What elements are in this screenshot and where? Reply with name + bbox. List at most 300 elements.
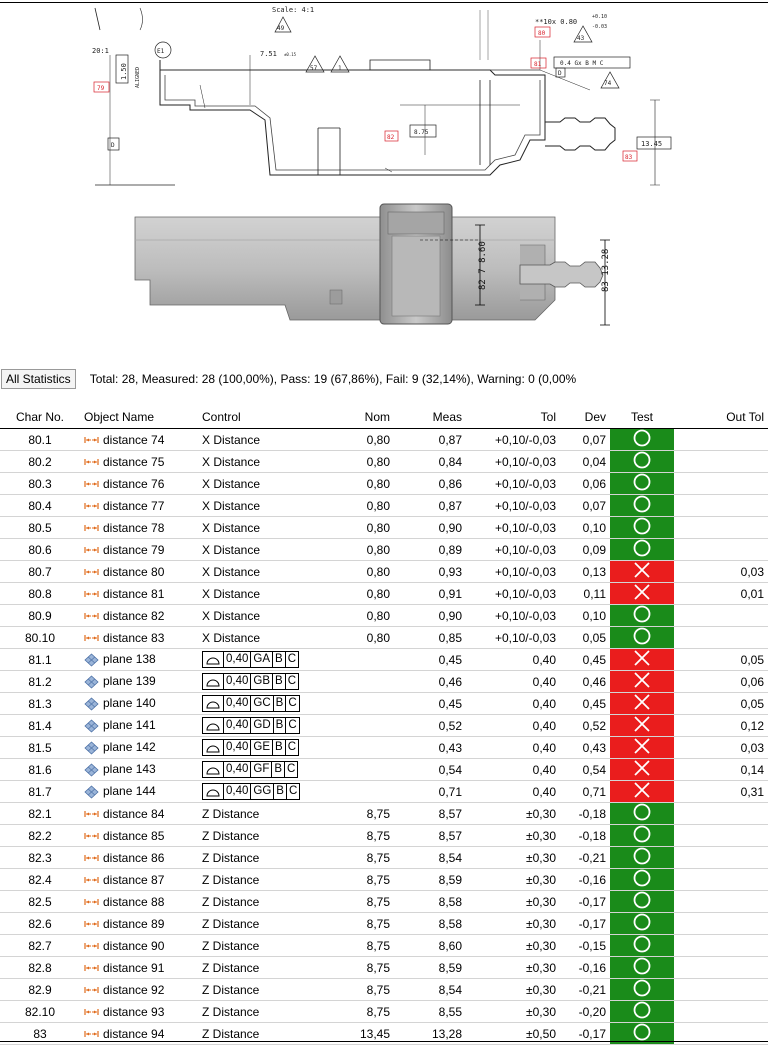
dev-cell: 0,07: [560, 495, 610, 517]
fcf-cell: C: [287, 763, 296, 775]
char-no-cell: 80.8: [0, 583, 80, 605]
control-text: X Distance: [202, 520, 261, 535]
char-no-cell: 81.4: [0, 715, 80, 737]
nom-cell: 0,80: [326, 451, 394, 473]
feature-control-frame: [202, 651, 299, 668]
meas-cell: 0,91: [394, 583, 466, 605]
tol-cell: ±0,30: [466, 847, 560, 869]
table-row: [0, 957, 768, 979]
tol-cell: ±0,30: [466, 803, 560, 825]
control-text: X Distance: [202, 564, 261, 579]
pass-circle-icon: [633, 1001, 651, 1019]
tol-cell: +0,10/-0,03: [466, 473, 560, 495]
control-text: X Distance: [202, 586, 261, 601]
profile-symbol-box: [203, 762, 224, 777]
tol-cell: 0,40: [466, 737, 560, 759]
table-row: [0, 979, 768, 1001]
control-cell: [198, 561, 326, 583]
table-row: [0, 715, 768, 737]
object-name-text: distance 81: [103, 586, 165, 601]
object-name-text: plane 143: [103, 762, 156, 777]
fcf-cell: B: [273, 652, 286, 667]
plane-icon: [84, 763, 99, 777]
distance-icon: [84, 810, 99, 818]
nom-cell: [326, 759, 394, 781]
out-tol-cell: 0,06: [674, 671, 768, 693]
dev-cell: -0,21: [560, 847, 610, 869]
object-name-text: plane 141: [103, 718, 156, 733]
tag-80: 80: [538, 30, 546, 37]
fcf-cell: C: [288, 697, 297, 709]
out-tol-cell: 0,01: [674, 583, 768, 605]
control-text: X Distance: [202, 432, 261, 447]
nom-cell: 0,80: [326, 517, 394, 539]
object-name-text: distance 82: [103, 608, 165, 623]
nom-cell: 0,80: [326, 627, 394, 649]
fcf-cell: C: [288, 719, 297, 731]
char-no-cell: 83: [0, 1023, 80, 1045]
test-result-cell: [610, 935, 674, 957]
plane-icon: [84, 653, 99, 667]
object-name-text: distance 79: [103, 542, 165, 557]
tol-cell: +0,10/-0,03: [466, 561, 560, 583]
char-no-cell: 82.2: [0, 825, 80, 847]
meas-cell: 8,59: [394, 869, 466, 891]
control-cell: [198, 429, 326, 451]
dev-cell: 0,10: [560, 517, 610, 539]
surface-profile-icon: [206, 765, 220, 775]
meas-cell: 8,58: [394, 913, 466, 935]
object-name-text: distance 94: [103, 1026, 165, 1041]
object-name-text: distance 75: [103, 454, 165, 469]
control-text: X Distance: [202, 630, 261, 645]
meas-cell: 0,85: [394, 627, 466, 649]
fcf-cell: 0,40: [224, 674, 251, 689]
dev-cell: -0,15: [560, 935, 610, 957]
top-tol-minus: -0.03: [592, 24, 608, 30]
control-cell: [198, 957, 326, 979]
dev-cell: -0,18: [560, 825, 610, 847]
dev-cell: 0,43: [560, 737, 610, 759]
object-name-text: distance 88: [103, 894, 165, 909]
object-name-cell: [80, 517, 198, 539]
meas-cell: 8,58: [394, 891, 466, 913]
pass-circle-icon: [633, 429, 651, 447]
nom-cell: 8,75: [326, 803, 394, 825]
out-tol-cell: [674, 979, 768, 1001]
out-tol-cell: [674, 847, 768, 869]
test-result-cell: [610, 781, 674, 803]
test-result-cell: [610, 913, 674, 935]
nom-cell: 8,75: [326, 1001, 394, 1023]
nom-cell: 0,80: [326, 473, 394, 495]
distance-icon: [84, 546, 99, 554]
distance-icon: [84, 612, 99, 620]
char-no-cell: 82.7: [0, 935, 80, 957]
table-row: [0, 891, 768, 913]
meas-cell: 0,84: [394, 451, 466, 473]
object-name-cell: [80, 649, 198, 671]
control-cell: [198, 583, 326, 605]
pass-circle-icon: [633, 913, 651, 931]
object-name-cell: [80, 759, 198, 781]
nom-cell: 0,80: [326, 605, 394, 627]
table-row: [0, 803, 768, 825]
distance-icon: [84, 480, 99, 488]
feature-control-frame: [202, 695, 300, 712]
distance-icon: [84, 898, 99, 906]
test-result-cell: [610, 825, 674, 847]
nom-cell: [326, 693, 394, 715]
test-result-cell: [610, 627, 674, 649]
out-tol-cell: [674, 1001, 768, 1023]
char-no-cell: 82.8: [0, 957, 80, 979]
nom-cell: 0,80: [326, 539, 394, 561]
fcf-cell: 0,40: [224, 652, 251, 667]
dev-cell: 0,52: [560, 715, 610, 737]
pass-circle-icon: [633, 473, 651, 491]
dev-cell: -0,17: [560, 891, 610, 913]
control-cell: [198, 781, 326, 803]
meas-cell: 0,45: [394, 693, 466, 715]
surface-profile-icon: [206, 655, 220, 665]
meas-cell: 8,57: [394, 825, 466, 847]
test-result-cell: [610, 583, 674, 605]
control-text: X Distance: [202, 542, 261, 557]
distance-icon: [84, 1008, 99, 1016]
out-tol-cell: [674, 495, 768, 517]
table-row: [0, 605, 768, 627]
object-name-cell: [80, 979, 198, 1001]
tol-cell: ±0,30: [466, 869, 560, 891]
fcf-cell: GF: [251, 762, 272, 777]
fail-cross-icon: [633, 781, 651, 799]
object-name-cell: [80, 957, 198, 979]
object-name-cell: [80, 539, 198, 561]
test-result-cell: [610, 957, 674, 979]
dev-cell: 0,06: [560, 473, 610, 495]
pass-circle-icon: [633, 979, 651, 997]
table-row: [0, 539, 768, 561]
control-text: Z Distance: [202, 960, 260, 975]
object-name-text: distance 84: [103, 806, 165, 821]
fcf-cell: C: [287, 653, 296, 665]
object-name-cell: [80, 803, 198, 825]
nom-cell: 0,80: [326, 495, 394, 517]
distance-icon: [84, 590, 99, 598]
char-no-cell: 80.4: [0, 495, 80, 517]
meas-cell: 0,43: [394, 737, 466, 759]
surface-profile-icon: [206, 721, 220, 731]
fcf-cell: GE: [251, 740, 273, 755]
nom-cell: [326, 737, 394, 759]
datum-d-right: D: [558, 70, 562, 77]
table-row: [0, 869, 768, 891]
pass-circle-icon: [633, 935, 651, 953]
tol-cell: 0,40: [466, 671, 560, 693]
top-tol-plus: +0.10: [592, 14, 608, 20]
dimension-7-51-tol: ±0.15: [284, 52, 297, 57]
fcf-cell: C: [288, 785, 298, 797]
fcf-cell: GA: [251, 652, 273, 667]
table-row: [0, 583, 768, 605]
triangle-1: 1: [338, 65, 342, 72]
scale-ref-triangle: 49: [277, 25, 285, 32]
out-tol-cell: [674, 429, 768, 451]
table-row: [0, 429, 768, 451]
distance-icon: [84, 634, 99, 642]
tol-cell: ±0,30: [466, 979, 560, 1001]
fcf-cell: GG: [251, 784, 274, 799]
char-no-cell: 80.1: [0, 429, 80, 451]
object-name-text: distance 85: [103, 828, 165, 843]
distance-icon: [84, 524, 99, 532]
tol-cell: ±0,30: [466, 957, 560, 979]
object-name-cell: [80, 429, 198, 451]
out-tol-cell: 0,05: [674, 649, 768, 671]
nom-cell: [326, 715, 394, 737]
control-cell: [198, 605, 326, 627]
plane-icon: [84, 741, 99, 755]
header-char-no: Char No.: [0, 405, 80, 429]
plane-icon: [84, 785, 99, 799]
meas-cell: 0,54: [394, 759, 466, 781]
control-cell: [198, 649, 326, 671]
object-name-text: distance 83: [103, 630, 165, 645]
object-name-text: distance 93: [103, 1004, 165, 1019]
control-cell: [198, 517, 326, 539]
distance-icon: [84, 458, 99, 466]
dev-cell: -0,21: [560, 979, 610, 1001]
tol-cell: ±0,50: [466, 1023, 560, 1045]
table-row: [0, 451, 768, 473]
char-no-cell: 82.6: [0, 913, 80, 935]
control-cell: [198, 693, 326, 715]
out-tol-cell: [674, 891, 768, 913]
table-row: [0, 473, 768, 495]
control-cell: [198, 847, 326, 869]
statistics-bar: [0, 368, 768, 390]
test-result-cell: [610, 1001, 674, 1023]
meas-cell: 8,54: [394, 847, 466, 869]
object-name-text: distance 80: [103, 564, 165, 579]
tol-cell: +0,10/-0,03: [466, 539, 560, 561]
bottom-border-line: [0, 1041, 768, 1042]
test-result-cell: [610, 671, 674, 693]
test-result-cell: [610, 517, 674, 539]
pass-circle-icon: [633, 847, 651, 865]
distance-icon: [84, 876, 99, 884]
control-text: X Distance: [202, 476, 261, 491]
table-row: [0, 781, 768, 803]
fcf-cell: B: [274, 696, 287, 711]
pass-circle-icon: [633, 517, 651, 535]
dev-cell: -0,16: [560, 869, 610, 891]
profile-symbol-box: [203, 652, 224, 667]
top-tolerance: **10x 0.80: [535, 18, 578, 26]
pass-circle-icon: [633, 627, 651, 645]
test-result-cell: [610, 429, 674, 451]
object-name-text: plane 138: [103, 652, 156, 667]
test-result-cell: [610, 979, 674, 1001]
fail-cross-icon: [633, 561, 651, 579]
feature-control-frame: [202, 673, 299, 690]
char-no-cell: 80.7: [0, 561, 80, 583]
dev-cell: -0,18: [560, 803, 610, 825]
object-name-cell: [80, 715, 198, 737]
tag-83: 83: [625, 154, 633, 161]
distance-icon: [84, 832, 99, 840]
control-text: Z Distance: [202, 850, 260, 865]
test-result-cell: [610, 891, 674, 913]
table-body: [0, 429, 768, 1045]
fcf-cell: GB: [251, 674, 273, 689]
out-tol-cell: 0,05: [674, 693, 768, 715]
object-name-text: distance 90: [103, 938, 165, 953]
object-name-cell: [80, 935, 198, 957]
fail-cross-icon: [633, 649, 651, 667]
control-text: Z Distance: [202, 872, 260, 887]
tol-cell: 0,40: [466, 759, 560, 781]
out-tol-cell: [674, 605, 768, 627]
meas-cell: 8,57: [394, 803, 466, 825]
object-name-text: distance 77: [103, 498, 165, 513]
control-cell: [198, 935, 326, 957]
meas-cell: 0,90: [394, 517, 466, 539]
test-result-cell: [610, 495, 674, 517]
triangle-43: 43: [577, 35, 585, 42]
object-name-cell: [80, 495, 198, 517]
test-result-cell: [610, 473, 674, 495]
out-tol-cell: 0,14: [674, 759, 768, 781]
char-no-cell: 81.2: [0, 671, 80, 693]
tol-cell: ±0,30: [466, 913, 560, 935]
out-tol-cell: [674, 935, 768, 957]
meas-cell: 0,87: [394, 495, 466, 517]
out-tol-cell: [674, 869, 768, 891]
nom-cell: [326, 781, 394, 803]
object-name-text: distance 78: [103, 520, 165, 535]
control-text: Z Distance: [202, 938, 260, 953]
object-name-cell: [80, 627, 198, 649]
measurement-82-7: 82 7 8.60: [478, 241, 488, 290]
pass-circle-icon: [633, 957, 651, 975]
meas-cell: 8,55: [394, 1001, 466, 1023]
out-tol-cell: [674, 451, 768, 473]
fcf-cell: B: [272, 762, 285, 777]
char-no-cell: 82.10: [0, 1001, 80, 1023]
pass-circle-icon: [633, 869, 651, 887]
aligned-label: ALIGNED: [135, 66, 141, 88]
tag-81: 81: [534, 61, 542, 68]
pass-circle-icon: [633, 825, 651, 843]
char-no-cell: 81.1: [0, 649, 80, 671]
meas-cell: 0,93: [394, 561, 466, 583]
object-name-cell: [80, 451, 198, 473]
dev-cell: -0,20: [560, 1001, 610, 1023]
fcf-cell: 0,40: [224, 740, 251, 755]
out-tol-cell: [674, 473, 768, 495]
nom-cell: 8,75: [326, 825, 394, 847]
test-result-cell: [610, 539, 674, 561]
control-text: Z Distance: [202, 1026, 260, 1041]
object-name-cell: [80, 913, 198, 935]
char-no-cell: 82.1: [0, 803, 80, 825]
fcf-cell: GD: [251, 718, 273, 733]
char-no-cell: 80.2: [0, 451, 80, 473]
tol-cell: +0,10/-0,03: [466, 627, 560, 649]
out-tol-cell: [674, 803, 768, 825]
dev-cell: 0,09: [560, 539, 610, 561]
nom-cell: 13,45: [326, 1023, 394, 1045]
dev-cell: -0,16: [560, 957, 610, 979]
header-object-name: Object Name: [80, 405, 198, 429]
distance-icon: [84, 854, 99, 862]
out-tol-cell: [674, 825, 768, 847]
dev-cell: 0,10: [560, 605, 610, 627]
table-row: [0, 649, 768, 671]
distance-icon: [84, 436, 99, 444]
fail-cross-icon: [633, 693, 651, 711]
tol-cell: +0,10/-0,03: [466, 495, 560, 517]
tol-cell: +0,10/-0,03: [466, 451, 560, 473]
nom-cell: [326, 649, 394, 671]
tag-82: 82: [387, 134, 395, 141]
left-scale-label: 20:1: [92, 47, 109, 55]
test-result-cell: [610, 561, 674, 583]
fcf-cell: 0,40: [224, 718, 251, 733]
meas-cell: 0,90: [394, 605, 466, 627]
pass-circle-icon: [633, 539, 651, 557]
test-result-cell: [610, 451, 674, 473]
control-text: X Distance: [202, 454, 261, 469]
test-result-cell: [610, 715, 674, 737]
dev-cell: 0,05: [560, 627, 610, 649]
header-meas: Meas: [394, 405, 466, 429]
tol-cell: 0,40: [466, 649, 560, 671]
nom-cell: 8,75: [326, 935, 394, 957]
dev-cell: 0,04: [560, 451, 610, 473]
dimension-8-75: 8.75: [414, 129, 429, 136]
dimension-13-45: 13.45: [641, 140, 663, 148]
header-tol: Tol: [466, 405, 560, 429]
fcf-cell: B: [274, 718, 287, 733]
nom-cell: 0,80: [326, 429, 394, 451]
fcf-cell: 0,40: [224, 784, 251, 799]
fail-cross-icon: [633, 737, 651, 755]
nom-cell: 8,75: [326, 979, 394, 1001]
control-cell: [198, 825, 326, 847]
scale-label: Scale: 4:1: [272, 6, 315, 14]
object-name-cell: [80, 847, 198, 869]
feature-control-frame: [202, 761, 298, 778]
control-cell: [198, 473, 326, 495]
fail-cross-icon: [633, 759, 651, 777]
datum-d-left: D: [111, 142, 115, 149]
fcf-cell: B: [274, 784, 287, 799]
char-no-cell: 81.7: [0, 781, 80, 803]
tol-cell: 0,40: [466, 781, 560, 803]
fcf-cell: 0,40: [224, 696, 251, 711]
pass-circle-icon: [633, 891, 651, 909]
object-name-cell: [80, 561, 198, 583]
object-name-text: plane 139: [103, 674, 156, 689]
object-name-text: plane 142: [103, 740, 156, 755]
nom-cell: 0,80: [326, 583, 394, 605]
object-name-text: distance 76: [103, 476, 165, 491]
fail-cross-icon: [633, 583, 651, 601]
object-name-cell: [80, 1001, 198, 1023]
